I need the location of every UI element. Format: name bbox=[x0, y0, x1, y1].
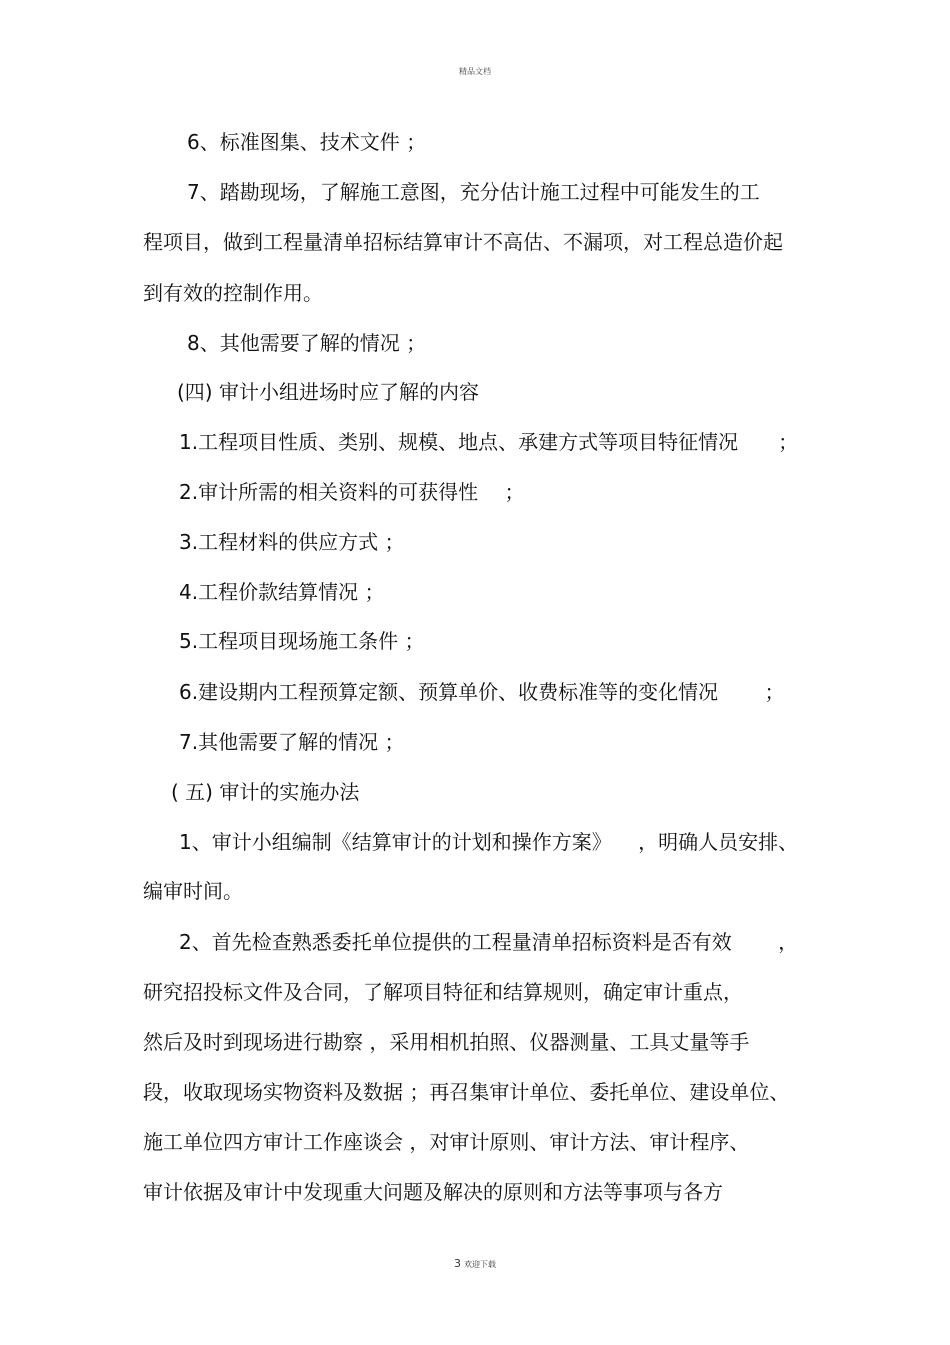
text-line: 2、首先检查熟悉委托单位提供的工程量清单招标资料是否有效 ， bbox=[179, 930, 799, 954]
text-line: 然后及时到现场进行勘察 ，采用相机拍照、仪器测量、工具丈量等手 bbox=[143, 1030, 750, 1054]
text-line: 1、审计小组编制《结算审计的计划和操作方案》 ，明确人员安排、 bbox=[179, 830, 799, 854]
list-item: 3.工程材料的供应方式 ； bbox=[179, 530, 405, 554]
text-line: 程项目，做到工程量清单招标结算审计不高估、不漏项，对工程总造价起 bbox=[143, 230, 783, 254]
text-line: 编审时间。 bbox=[143, 879, 243, 903]
list-item: 4.工程价款结算情况 ； bbox=[179, 580, 385, 604]
list-item: 2.审计所需的相关资料的可获得性 ； bbox=[179, 480, 525, 504]
page-number: 3 bbox=[454, 1257, 461, 1270]
list-item: 7.其他需要了解的情况 ； bbox=[179, 730, 405, 754]
list-item: 1.工程项目性质、类别、规模、地点、承建方式等项目特征情况 ； bbox=[179, 430, 799, 454]
text-line: 到有效的控制作用。 bbox=[143, 281, 323, 305]
text-line: 7、踏勘现场，了解施工意图，充分估计施工过程中可能发生的工 bbox=[187, 180, 760, 204]
text-line: 研究招投标文件及合同，了解项目特征和结算规则，确定审计重点， bbox=[143, 980, 743, 1004]
text-line: 施工单位四方审计工作座谈会 ，对审计原则、审计方法、审计程序、 bbox=[143, 1130, 750, 1154]
footer-text: 欢迎下载 bbox=[464, 1260, 496, 1269]
section-heading: (四) 审计小组进场时应了解的内容 bbox=[177, 380, 479, 404]
page-header: 精品文档 bbox=[459, 67, 491, 76]
text-line: 8、其他需要了解的情况 ； bbox=[187, 331, 427, 355]
list-item: 6.建设期内工程预算定额、预算单价、收费标准等的变化情况 ； bbox=[179, 680, 785, 704]
text-line: 审计依据及审计中发现重大问题及解决的原则和方法等事项与各方 bbox=[143, 1180, 723, 1204]
text-line: 6、标准图集、技术文件 ； bbox=[187, 130, 427, 154]
page-footer bbox=[0, 1257, 950, 1270]
text-line: 段，收取现场实物资料及数据 ；再召集审计单位、委托单位、建设单位、 bbox=[143, 1080, 790, 1104]
list-item: 5.工程项目现场施工条件 ； bbox=[179, 629, 425, 653]
section-heading: ( 五) 审计的实施办法 bbox=[171, 780, 360, 804]
